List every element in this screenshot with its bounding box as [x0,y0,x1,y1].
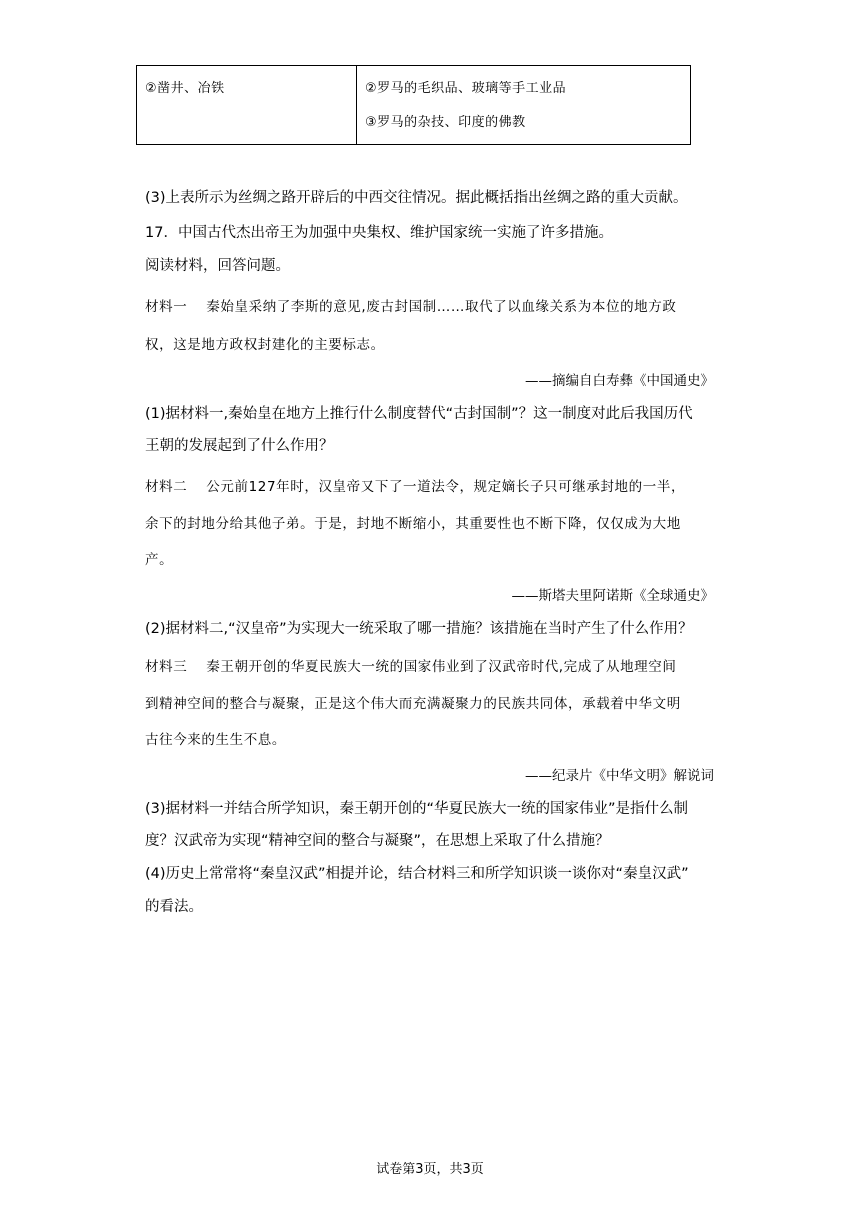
material-3-line: 古往今来的生生不息。 [145,732,286,748]
question-17-4-line: 的看法。 [145,899,203,915]
table-cell-right [357,66,691,145]
material-3-line: 到精神空间的整合与凝聚，正是这个伟大而充满凝聚力的民族共同体，承载着中华文明 [145,696,681,712]
table-row [137,66,691,145]
material-1-line: 权，这是地方政权封建化的主要标志。 [145,337,385,353]
material-2-source: ——斯塔夫里阿诺斯《全球通史》 [511,588,714,604]
table-cell-text: ②凿井、冶铁 [145,81,225,96]
material-2-line: 材料二 公元前127年时，汉皇帝又下了一道法令，规定嫡长子只可继承封地的一半， [145,479,686,495]
page-footer: 试卷第3页，共3页 [376,1162,484,1177]
table-cell-text: ③罗马的杂技、印度的佛教 [365,115,526,130]
question-17-2: (2)据材料二,“汉皇帝”为实现大一统采取了哪一措施？该措施在当时产生了什么作用？ [145,621,693,637]
table-cell-left [137,66,357,145]
material-3-line: 材料三 秦王朝开创的华夏民族大一统的国家伟业到了汉武帝时代,完成了从地理空间 [145,659,677,675]
question-17-3-line: (3)据材料一并结合所学知识，秦王朝开创的“华夏民族大一统的国家伟业”是指什么制 [145,801,689,817]
material-2-line: 产。 [145,552,174,568]
material-2-line: 余下的封地分给其他子弟。于是，封地不断缩小，其重要性也不断下降，仅仅成为大地 [145,516,681,532]
material-3-source: ——纪录片《中华文明》解说词 [525,768,714,784]
question-17-4-line: (4)历史上常常将“秦皇汉武”相提并论，结合材料三和所学知识谈一谈你对“秦皇汉武” [145,866,689,882]
instruction: 阅读材料，回答问题。 [145,258,290,274]
question-17-1-line: 王朝的发展起到了什么作用？ [145,438,334,454]
question-16-3: (3)上表所示为丝绸之路开辟后的中西交往情况。据此概括指出丝绸之路的重大贡献。 [145,190,688,206]
question-17-stem: 17．中国古代杰出帝王为加强中央集权、维护国家统一实施了许多措施。 [145,225,613,241]
table-cell-text: ②罗马的毛织品、玻璃等手工业品 [365,81,567,96]
material-1-line: 材料一 秦始皇采纳了李斯的意见,废古封国制……取代了以血缘关系为本位的地方政 [145,299,677,315]
question-17-1-line: (1)据材料一,秦始皇在地方上推行什么制度替代“古封国制”？这一制度对此后我国历代 [145,406,693,422]
exchange-table [136,65,691,145]
material-1-source: ——摘编自白寿彝《中国通史》 [525,373,714,389]
question-17-3-line: 度？汉武帝为实现“精神空间的整合与凝聚”，在思想上采取了什么措施？ [145,833,610,849]
